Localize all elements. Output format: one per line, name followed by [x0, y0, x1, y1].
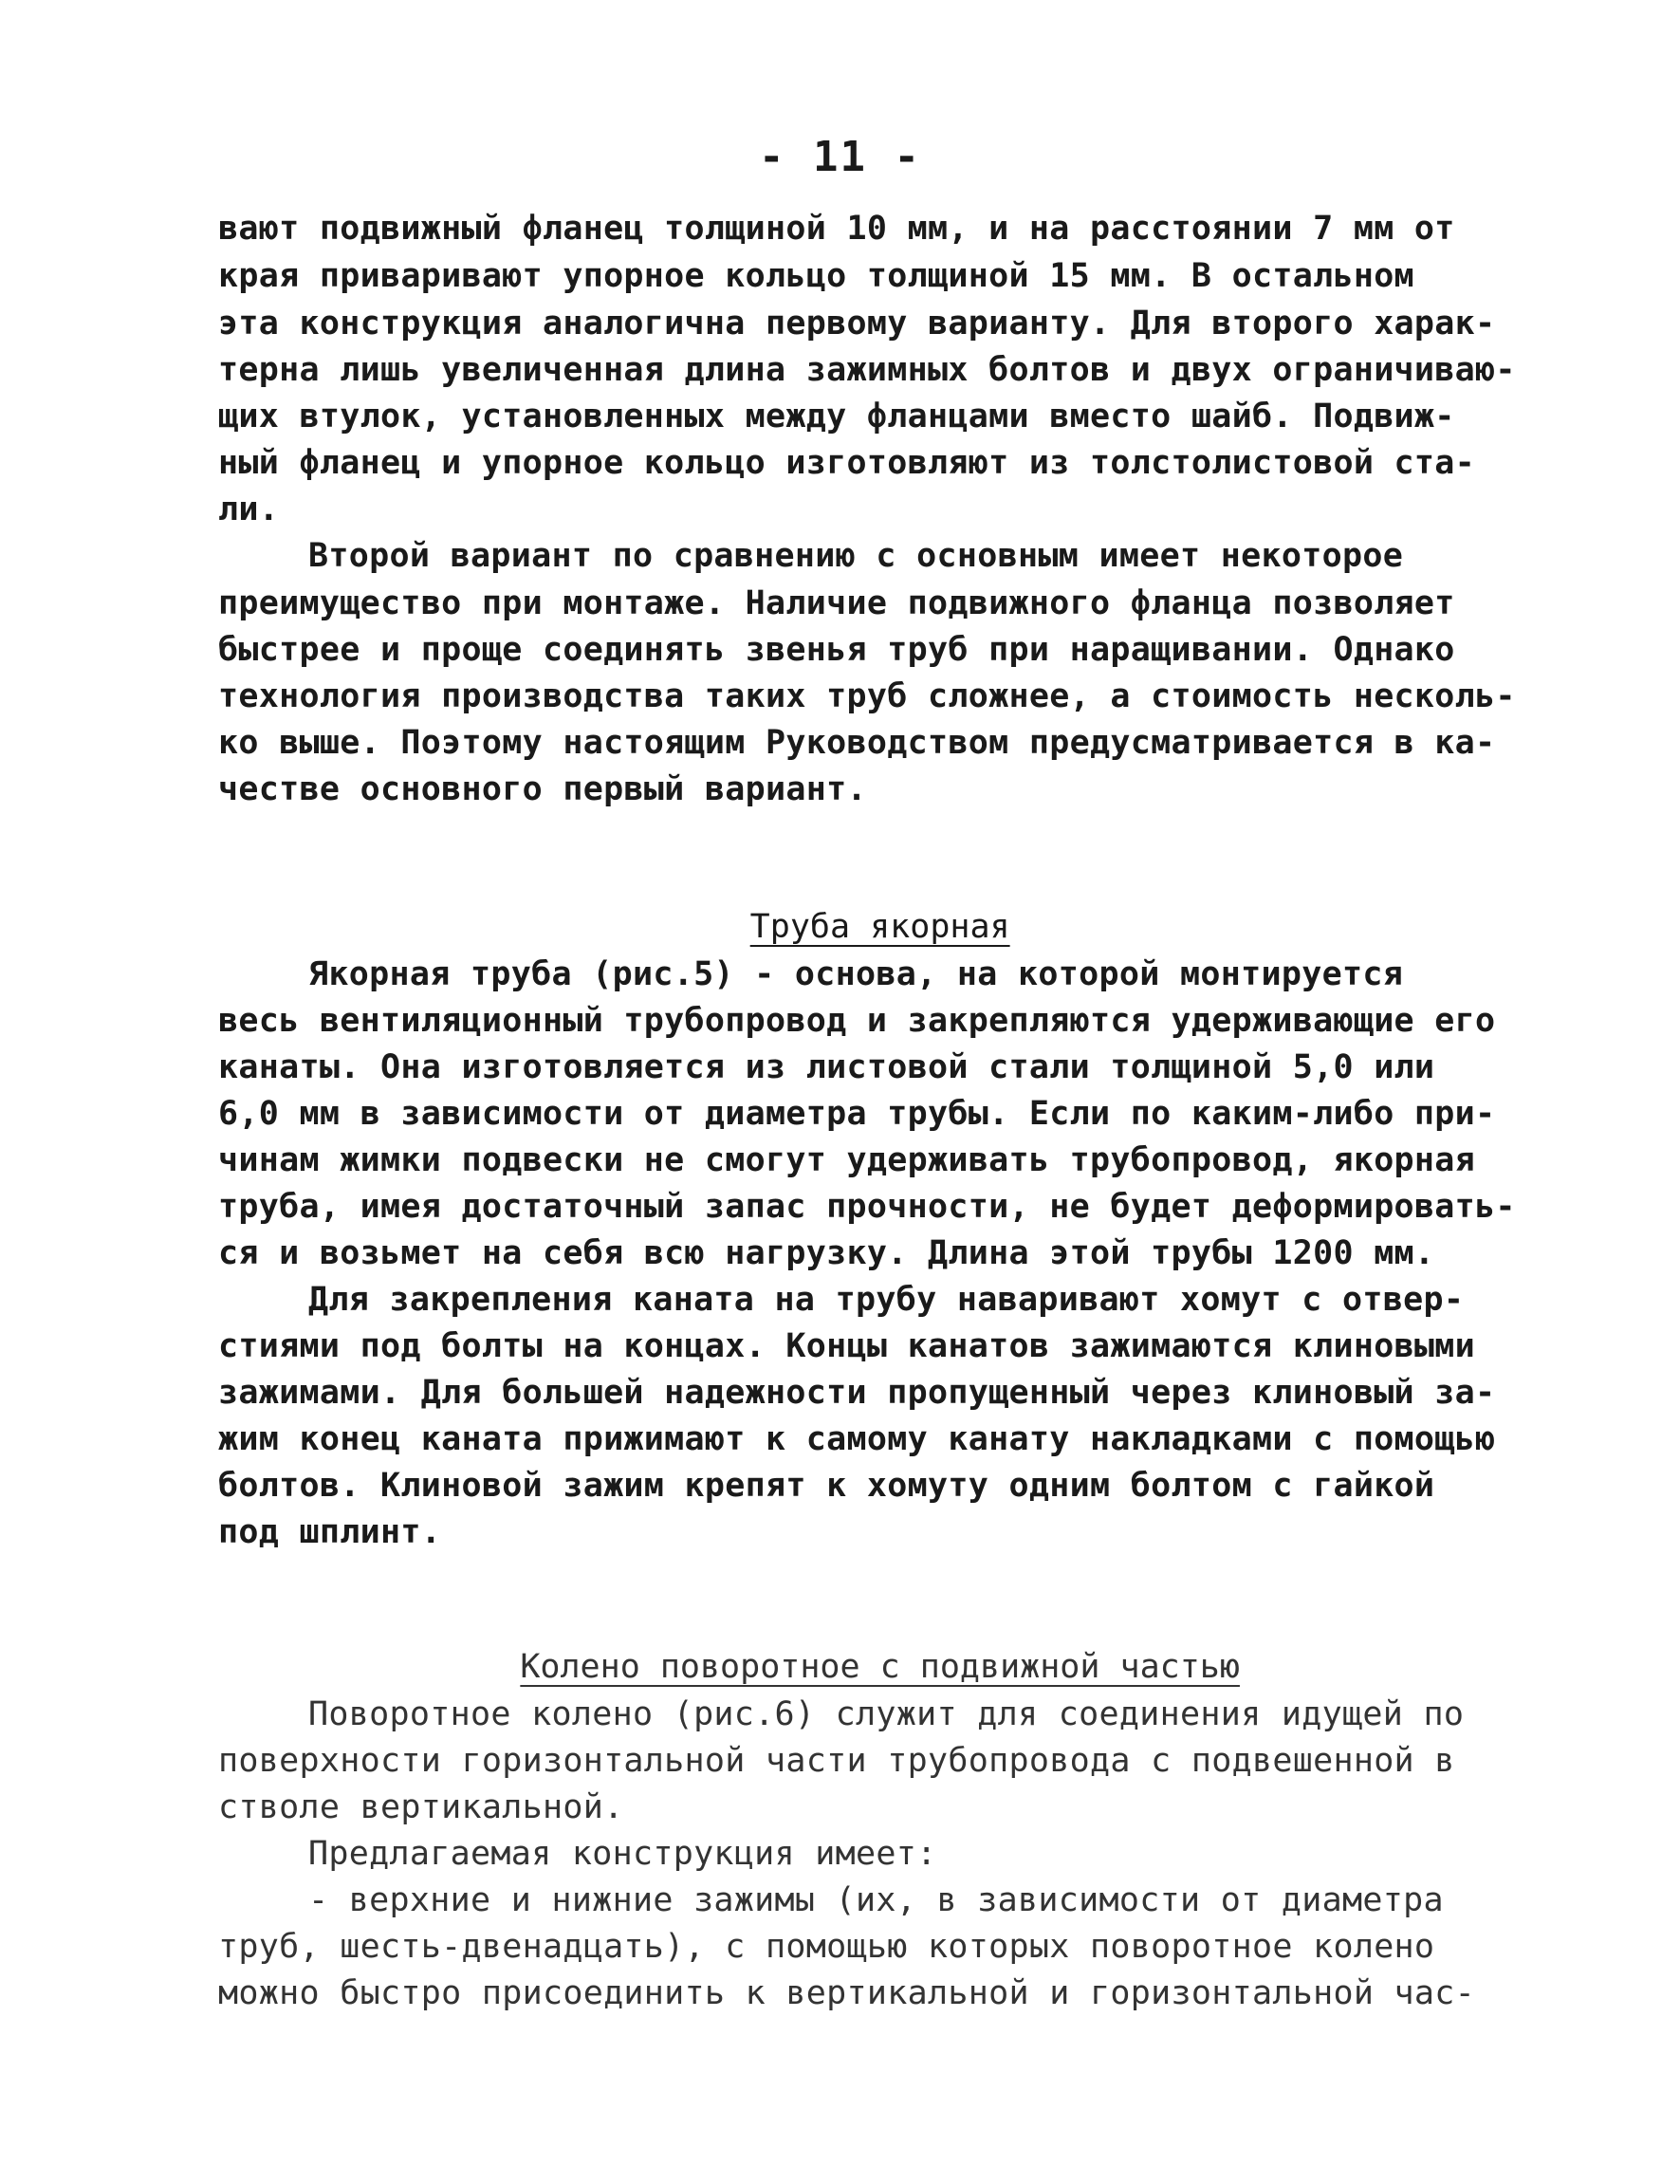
text-line: канаты. Она изготовляется из листовой стали толщиной 5,0 или: [218, 1048, 1435, 1086]
text-line: Предлагаемая конструкция имеет:: [308, 1835, 937, 1873]
text-line: края приваривают упорное кольцо толщиной 15 мм. В остальном: [218, 257, 1414, 295]
text-line: Якорная труба (рис.5) - основа, на которой монтируется: [308, 955, 1404, 993]
page-number: - 11 -: [759, 133, 921, 181]
text-line: можно быстро присоединить к вертикальной и горизонтальной час-: [218, 1974, 1476, 2012]
text-line: под шплинт.: [218, 1513, 442, 1551]
text-line: болтов. Клиновой зажим крепят к хомуту одним болтом с гайкой: [218, 1467, 1435, 1505]
heading-text: Колено поворотное с подвижной частью: [520, 1648, 1240, 1686]
text-line: - верхние и нижние зажимы (их, в зависимости от диаметра: [308, 1881, 1444, 1919]
text-line: ко выше. Поэтому настоящим Руководством предусматривается в ка-: [218, 724, 1496, 762]
text-line: Для закрепления каната на трубу наваривают хомут с отвер-: [308, 1281, 1465, 1319]
text-line: ся и возьмет на себя всю нагрузку. Длина этой трубы 1200 мм.: [218, 1234, 1435, 1272]
text-line: 6,0 мм в зависимости от диаметра трубы. Если по каким-либо при-: [218, 1095, 1496, 1133]
text-line: быстрее и проще соединять звенья труб при наращивании. Однако: [218, 631, 1455, 669]
text-line: чинам жимки подвески не смогут удерживать трубопровод, якорная: [218, 1141, 1476, 1179]
text-line: терна лишь увеличенная длина зажимных болтов и двух ограничиваю-: [218, 351, 1516, 389]
text-line: щих втулок, установленных между фланцами вместо шайб. Подвиж-: [218, 398, 1455, 435]
heading-text: Труба якорная: [749, 908, 1010, 946]
text-line: зажимами. Для большей надежности пропущенный через клиновый за-: [218, 1374, 1496, 1412]
text-line: труба, имея достаточный запас прочности, не будет деформировать-: [218, 1188, 1516, 1226]
text-line: весь вентиляционный трубопровод и закрепляются удерживающие его: [218, 1002, 1496, 1040]
text-line: стиями под болты на концах. Концы канатов зажимаются клиновыми: [218, 1327, 1476, 1365]
text-line: вают подвижный фланец толщиной 10 мм, и на расстоянии 7 мм от: [218, 210, 1455, 248]
text-line: Поворотное колено (рис.6) служит для соединения идущей по: [308, 1695, 1465, 1733]
text-line: поверхности горизонтальной части трубопровода с подвешенной в: [218, 1742, 1455, 1780]
text-line: жим конец каната прижимают к самому канату накладками с помощью: [218, 1420, 1496, 1458]
text-line: ный фланец и упорное кольцо изготовляют из толстолистовой ста-: [218, 444, 1476, 482]
text-line: труб, шесть-двенадцать), с помощью которых поворотное колено: [218, 1928, 1435, 1966]
text-line: ли.: [218, 490, 280, 528]
text-line: технология производства таких труб сложнее, а стоимость несколь-: [218, 677, 1516, 715]
text-line: Второй вариант по сравнению с основным имеет некоторое: [308, 537, 1404, 575]
text-line: преимущество при монтаже. Наличие подвижного фланца позволяет: [218, 584, 1455, 622]
text-line: стволе вертикальной.: [218, 1788, 624, 1826]
text-line: эта конструкция аналогична первому варианту. Для второго харак-: [218, 305, 1496, 342]
text-line: честве основного первый вариант.: [218, 770, 867, 808]
